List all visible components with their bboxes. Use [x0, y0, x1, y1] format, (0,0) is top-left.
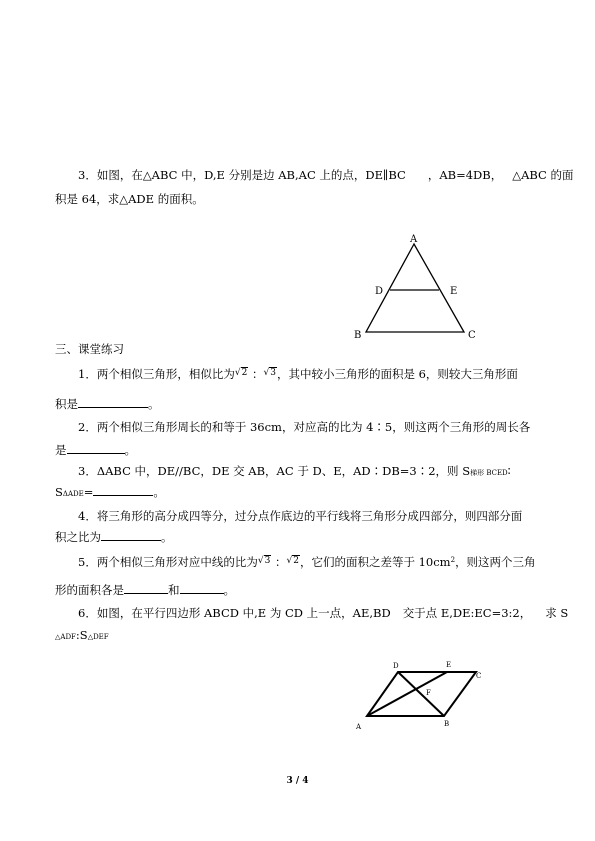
label-d: D — [375, 286, 384, 297]
label-a: A — [356, 723, 362, 731]
sqrt-symbol: √2 — [286, 556, 299, 566]
exercise-5-line2: 形的面积各是 和 。 — [55, 583, 235, 597]
answer-blank[interactable] — [78, 396, 148, 408]
label-c: C — [468, 330, 476, 340]
answer-blank[interactable] — [124, 582, 168, 594]
section-title: 三、课堂练习 — [55, 342, 124, 356]
exercise-1-line1: 1．两个相似三角形，相似比为√2 ：√3，其中较小三角形的面积是 6，则较大三角形面 — [78, 367, 518, 381]
exercise-2-line2: 是 。 — [55, 443, 136, 457]
exercise-6-line2: △ADF:S△DEF — [55, 628, 109, 642]
problem3-line1: 3．如图，在△ABC 中，D,E 分别是边 AB,AC 上的点，DE∥BC ，AB=4DB， △ABC 的面 — [78, 168, 574, 182]
problem3-line2: 积是 64，求△ADE 的面积。 — [55, 192, 204, 206]
exercise-6-line1: 6．如图，在平行四边形 ABCD 中,E 为 CD 上一点，AE,BD 交于点 E,DE:EC=3:2， 求 S — [78, 606, 569, 620]
label-a: A — [410, 234, 418, 245]
segment-ae — [367, 672, 447, 716]
sqrt-symbol: √3 — [263, 368, 276, 378]
triangle-figure — [350, 230, 490, 340]
label-f: F — [426, 689, 431, 697]
exercise-3-line1: 3．ΔABC 中，DE//BC，DE 交 AB，AC 于 D、E，AD∶DB=3∶2，则 S梯形 BCED∶ — [78, 464, 511, 478]
label-b: B — [354, 330, 362, 340]
segment-bd — [398, 672, 444, 716]
exercise-4-line2: 积之比为 。 — [55, 530, 173, 544]
exercise-4-line1: 4．将三角形的高分成四等分，过分点作底边的平行线将三角形分成四部分，则四部分面 — [78, 509, 523, 523]
sqrt-symbol: √2 — [234, 368, 248, 378]
exercise-2-line1: 2．两个相似三角形周长的和等于 36cm，对应高的比为 4∶5，则这两个三角形的周长各 — [78, 420, 531, 434]
label-e: E — [450, 286, 458, 297]
label-e: E — [446, 661, 452, 669]
sqrt-symbol: √3 — [257, 556, 271, 566]
answer-blank[interactable] — [101, 529, 161, 541]
exercise-1-line2: 积是 。 — [55, 397, 160, 411]
answer-blank[interactable] — [67, 442, 125, 454]
label-b: B — [444, 720, 450, 728]
answer-blank[interactable] — [93, 484, 153, 496]
exercise-5-line1: 5．两个相似三角形对应中线的比为√3 ：√2，它们的面积之差等于 $10cm^2$，则这两个三角 — [78, 555, 536, 569]
exercise-3-line2: SΔADE= 。 — [55, 485, 165, 499]
label-c: C — [476, 672, 482, 680]
parallelogram-figure — [350, 655, 490, 735]
page-number: 3 / 4 — [286, 776, 309, 786]
answer-blank[interactable] — [180, 582, 224, 594]
label-d: D — [393, 662, 399, 670]
